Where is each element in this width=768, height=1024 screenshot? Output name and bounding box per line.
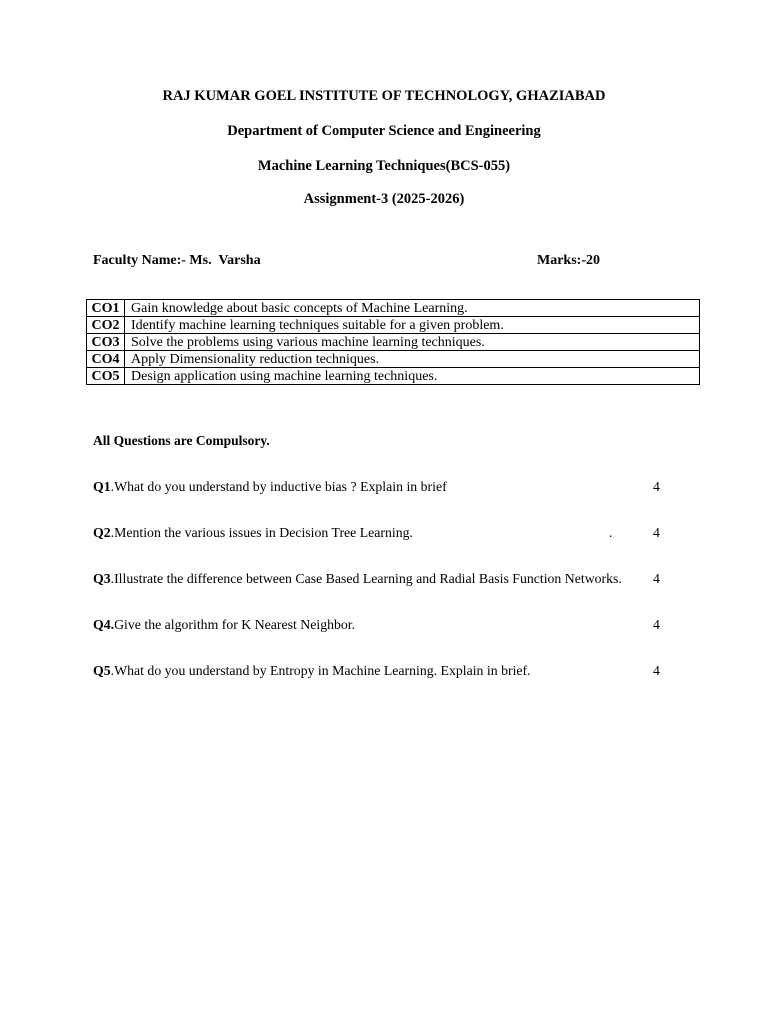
co-description: Gain knowledge about basic concepts of Machine Learning. [125,300,700,317]
question-number: Q3 [93,571,111,586]
co-code: CO5 [87,368,125,385]
question-number: Q1 [93,479,111,494]
table-row [87,300,700,317]
question-marks: 4 [653,571,660,586]
table-row [87,334,700,351]
question-number: Q2 [93,525,111,540]
co-description: Identify machine learning techniques suitable for a given problem. [125,317,700,334]
co-description: Design application using machine learning techniques. [125,368,700,385]
question-text: .Mention the various issues in Decision Tree Learning. [110,525,413,540]
co-code: CO3 [87,334,125,351]
question-text: .What do you understand by Entropy in Machine Learning. Explain in brief. [110,663,531,678]
question-item [93,662,673,680]
question-text: .What do you understand by inductive bias ? Explain in brief [110,479,447,494]
question-item [93,570,673,588]
question-extra: . [609,525,613,540]
co-code: CO4 [87,351,125,368]
co-code: CO1 [87,300,125,317]
table-row [87,368,700,385]
question-marks: 4 [653,525,660,540]
question-marks: 4 [653,663,660,678]
course-outcomes-table [86,299,700,385]
assignment-title: Assignment-3 (2025-2026) [303,191,465,207]
faculty-name: Faculty Name:- Ms. Varsha [93,253,261,268]
total-marks: Marks:-20 [537,253,600,268]
question-marks: 4 [653,479,660,494]
question-text: .Illustrate the difference between Case Based Learning and Radial Basis Function Networks. [110,571,622,586]
question-item [93,524,673,542]
table-row [87,351,700,368]
question-marks: 4 [653,617,660,632]
co-code: CO2 [87,317,125,334]
faculty-row [93,252,613,270]
instructions-text: All Questions are Compulsory. [93,433,270,448]
question-number: Q4. [93,617,115,632]
table-row [87,317,700,334]
question-item [93,616,673,634]
co-description: Solve the problems using various machine learning techniques. [125,334,700,351]
question-text: Give the algorithm for K Nearest Neighbor. [114,617,356,632]
department-title: Department of Computer Science and Engineering [227,123,541,139]
course-title: Machine Learning Techniques(BCS-055) [257,158,511,174]
institute-title: RAJ KUMAR GOEL INSTITUTE OF TECHNOLOGY, GHAZIABAD [162,88,606,104]
co-description: Apply Dimensionality reduction techniques. [125,351,700,368]
question-number: Q5 [93,663,111,678]
question-item [93,478,673,496]
